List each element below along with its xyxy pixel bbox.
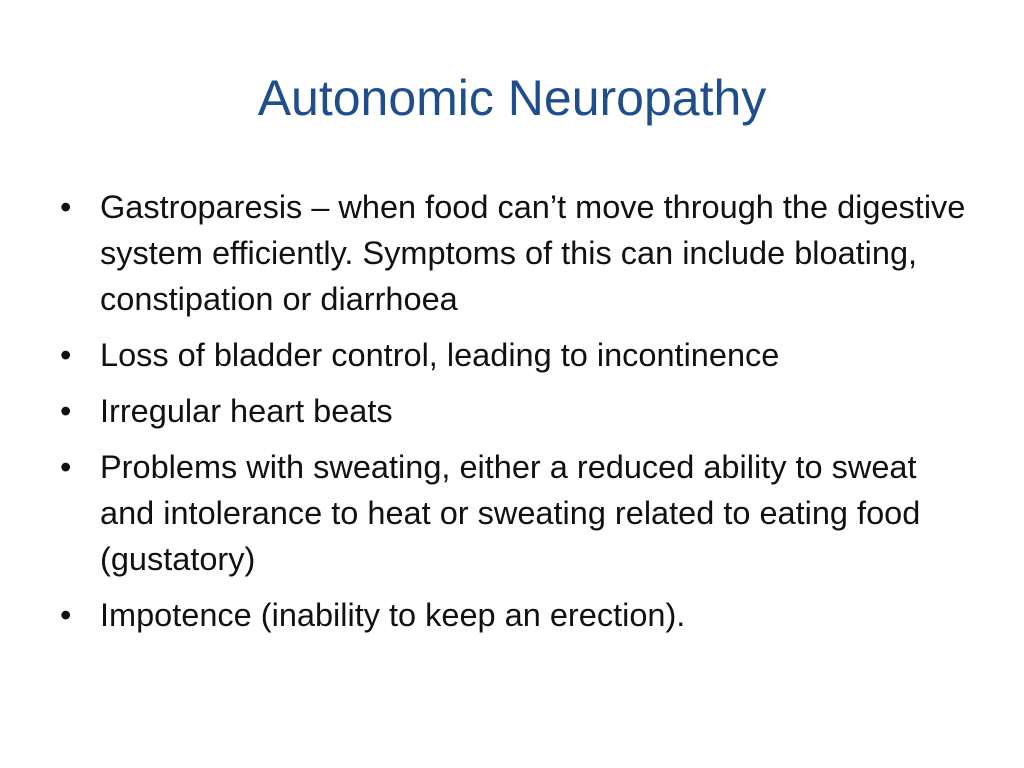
- bullet-text: Problems with sweating, either a reduced ability to sweat and intolerance to heat or sweating related to eating food (gustatory): [100, 449, 921, 577]
- bullet-item-heart-beats: [56, 388, 976, 434]
- bullet-list: [56, 184, 976, 648]
- bullet-marker: •: [60, 597, 72, 633]
- bullet-text: Impotence (inability to keep an erection).: [100, 597, 686, 633]
- bullet-text: Loss of bladder control, leading to incontinence: [100, 337, 780, 373]
- bullet-item-bladder-control: [56, 332, 976, 378]
- bullet-item-sweating: [56, 444, 976, 582]
- bullet-marker: •: [60, 189, 72, 225]
- bullet-text: Irregular heart beats: [100, 393, 393, 429]
- bullet-marker: •: [60, 337, 72, 373]
- slide-title: Autonomic Neuropathy: [257, 70, 767, 126]
- bullet-text: Gastroparesis – when food can’t move through the digestive system efficiently. Symptoms of this can include bloating, constipation or diarrhoea: [100, 189, 966, 317]
- bullet-marker: •: [60, 393, 72, 429]
- bullet-item-impotence: [56, 592, 976, 638]
- bullet-item-gastroparesis: [56, 184, 976, 322]
- bullet-marker: •: [60, 449, 72, 485]
